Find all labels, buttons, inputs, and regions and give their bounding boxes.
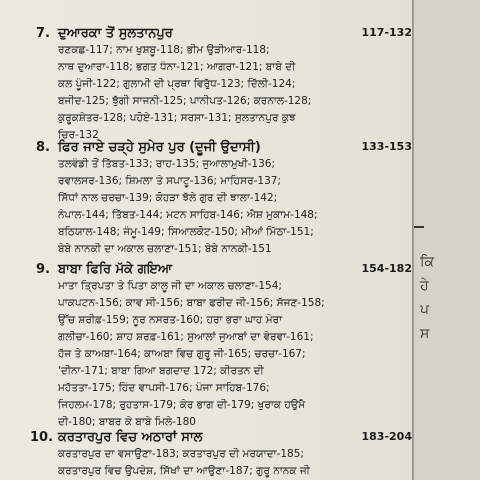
chapter-page-range: 154-182 (361, 262, 412, 275)
chapter-number: 9. (36, 262, 50, 277)
chapter-line: ਰਵਾਲਸਰ-136; ਸ਼ਿਮਲਾ ਤੇ ਸਪਾਟੂ-136; ਮਾਹਿਸਰ-137; (58, 175, 281, 187)
page-fragment: ਹੇ (420, 278, 429, 294)
chapter-line: ਬਠਿਯਾਲ-148; ਜੰਮੂ-149; ਸਿਆਲਕੋਟ-150; ਮੀਆਂ ਮਿੱਠਾ-151; (58, 226, 314, 238)
chapter-line: 'ਦੀਨਾ-171; ਬਾਬਾ ਗਿਆ ਬਗਦਾਦ 172; ਕੀਰਤਨ ਦੀ (58, 365, 264, 377)
chapter-line: ਰਣਕਛ-117; ਨਾਮ ਖੁਸ਼ਬੂ-118; ਭੀਮ ਉੜੀਆਰ-118; (58, 44, 270, 56)
page-fragment: ਕਿ (420, 254, 435, 270)
page-fragment: ਸ (420, 326, 430, 342)
chapter-line: ਕਰਤਾਰਪੁਰ ਵਿਚ ਉਪਦੇਸ਼, ਸਿੱਖਾਂ ਦਾ ਆਉਣਾ-187; ਗੁਰੂ ਨਾਨਕ ਜੀ (58, 465, 310, 477)
chapter-line: ਗਲੀਚਾ-160; ਸ਼ਾਹ ਸ਼ਰਫ਼-161; ਸੁਆਲਾਂ ਜੁਆਬਾਂ ਦਾ ਵੇਰਵਾ-161; (58, 331, 314, 343)
divider (414, 226, 424, 228)
chapter-line: ਸਿੱਧਾਂ ਨਾਲ ਚਰਚਾ-139; ਕੋਹੜਾ ਝੱਲੇ ਗੁਰ ਦੀ ਝਾਲਾ-142; (58, 192, 278, 204)
chapter-line: ਨਾਥ ਦੁਆਰਾ-118; ਭਗਤ ਧੰਨਾ-121; ਆਗਰਾ-121; ਬਾਬੇ ਦੀ (58, 61, 296, 73)
chapter-number: 8. (36, 140, 50, 155)
chapter-line: ਨੇਪਾਲ-144; ਤਿੱਬਤ-144; ਮਟਨ ਸਾਹਿਬ-146; ਐਸ਼ ਮੁਕਾਮ-148; (58, 209, 318, 221)
chapter-line: ਹੱਜ ਤੇ ਕਾਅਬਾ-164; ਕਾਅਬਾ ਵਿਚ ਗੁਰੂ ਜੀ-165; ਚਰਚਾ-167; (58, 348, 306, 360)
adjacent-page (414, 0, 480, 480)
chapter-title: ਦੁਆਰਕਾ ਤੋਂ ਸੁਲਤਾਨਪੁਰ (58, 26, 173, 41)
chapter-line: ਮਾਤਾ ਤ੍ਰਿਪਤਾ ਤੇ ਪਿਤਾ ਕਾਲੂ ਜੀ ਦਾ ਅਕਾਲ ਚਲਾਣਾ-154; (58, 280, 282, 292)
chapter-title: ਕਰਤਾਰਪੁਰ ਵਿਚ ਅਠਾਰਾਂ ਸਾਲ (58, 430, 203, 445)
chapter-number: 10. (30, 430, 54, 445)
chapter-line: ਉੱਚ ਸ਼ਰੀਫ਼-159; ਨੂਰ ਨਸਰਤ-160; ਹਰਾ ਭਰਾ ਘਾਹ ਮੇਰਾ (58, 314, 283, 326)
chapter-number: 7. (36, 26, 50, 41)
page-fragment: ਪ (420, 302, 430, 318)
chapter-page-range: 117-132 (361, 26, 412, 39)
chapter-line: ਬੇਬੇ ਨਾਨਕੀ ਦਾ ਅਕਾਲ ਚਲਾਣਾ-151; ਬੇਬੇ ਨਾਨਕੀ-151 (58, 243, 272, 255)
chapter-line: ਕੁਰੂਕਸ਼ੇਤਰ-128; ਪਹੋਏ-131; ਸਰਸਾ-131; ਸੁਲਤਾਨਪੁਰ ਕੁਝ (58, 112, 296, 124)
chapter-line: ਤਲਵੰਡੀ ਤੋਂ ਤਿੱਬਤ-133; ਰਾਹ-135; ਜੁਆਲਾਮੁਖੀ-136; (58, 158, 275, 170)
chapter-line: ਬਜੀਦ-125; ਝੁੱਗੀ ਸਾਜਨੀ-125; ਪਾਨੀਪਤ-126; ਕਰਨਾਲ-128; (58, 95, 312, 107)
chapter-line: ਜਿਹਲਮ-178; ਰੁਹਤਾਸ-179; ਕੇਰ ਭਾਗ ਦੀ-179; ਖੁਰਾਕ ਹਉਮੈ (58, 399, 306, 411)
chapter-line: ਮਹੱਤਤਾ-175; ਹਿੰਦ ਵਾਪਸੀ-176; ਪੰਜਾ ਸਾਹਿਬ-176; (58, 382, 270, 394)
chapter-line: ਚਿਰ-132 (58, 129, 99, 141)
chapter-title: ਫਿਰ ਜਾਏ ਚੜ੍ਹੇ ਸੁਮੇਰ ਪੁਰ (ਦੂਜੀ ਉਦਾਸੀ) (58, 140, 261, 155)
chapter-line: ਪਾਕਪਟਨ-156; ਕਾਵ ਸੀ-156; ਬਾਬਾ ਫਰੀਦ ਜੀ-156; ਸੱਜਣ-158; (58, 297, 325, 309)
chapter-line: ਕਰਤਾਰਪੁਰ ਦਾ ਵਸਾਉਣਾ-183; ਕਰਤਾਰਪੁਰ ਦੀ ਮਰਯਾਦਾ-185; (58, 448, 304, 460)
chapter-page-range: 183-204 (361, 430, 412, 443)
chapter-line: ਕਲ ਪੂੰਜੀ-122; ਗੁਲਾਮੀ ਦੀ ਪ੍ਰਥਾ ਵਿਰੁੱਧ-123; ਦਿੱਲੀ-124; (58, 78, 296, 90)
chapter-page-range: 133-153 (361, 140, 412, 153)
chapter-title: ਬਾਬਾ ਫਿਰਿ ਮੱਕੇ ਗਇਆ (58, 262, 173, 277)
chapter-line: ਦੀ-180; ਬਾਬਰ ਕੇ ਬਾਬੇ ਮਿਲੇ-180 (58, 416, 196, 428)
